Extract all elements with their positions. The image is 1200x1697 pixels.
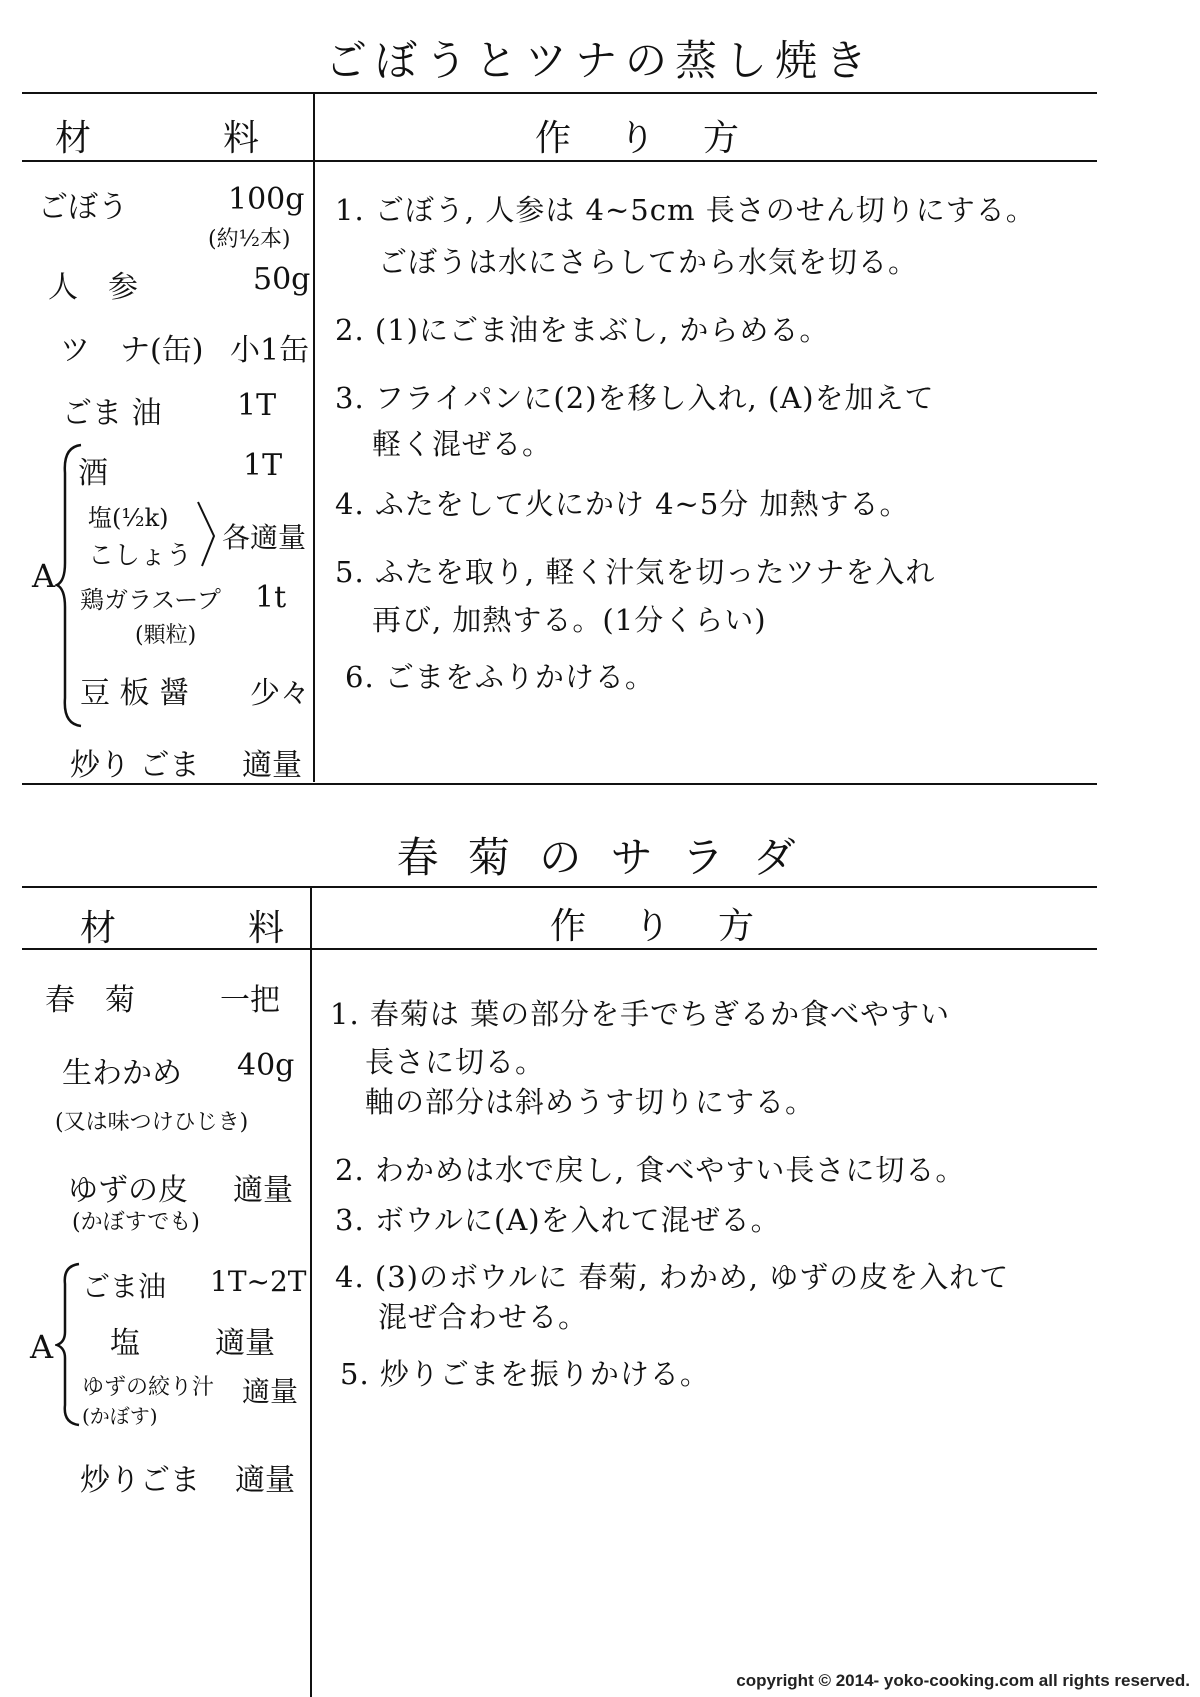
recipe1-top-rule: [22, 92, 1097, 94]
method-step: 4. ふたをして火にかけ 4~5分 加熱する。: [335, 487, 910, 521]
method-step-cont: 再び, 加熱する。(1分くらい): [372, 603, 767, 637]
ingredient-row: [70, 740, 310, 783]
ingredient-row: [88, 498, 169, 533]
method-step: 2. (1)にごま油をまぶし, からめる。: [335, 313, 830, 347]
method-step: 2. わかめは水で戻し, 食べやすい長さに切る。: [335, 1153, 966, 1187]
ingredient-name: 炒りごま: [80, 1463, 200, 1498]
ingredient-qty: 40g: [237, 1048, 295, 1083]
ingredient-row: [48, 262, 311, 305]
recipe1-method-header: 作 り 方: [535, 118, 746, 159]
recipe2-column-divider: [310, 886, 312, 1697]
ingredient-name: ツ ナ(缶): [60, 333, 204, 368]
ingredient-row: [45, 975, 305, 1017]
ingredient-qty: 適量: [242, 1375, 299, 1408]
ingredient-name: ゆずの皮: [68, 1173, 188, 1208]
ingredient-name: 春 菊: [45, 983, 135, 1018]
method-step: 5. ふたを取り, 軽く汁気を切ったツナを入れ: [335, 555, 936, 589]
ingredient-row: [80, 1455, 310, 1498]
recipe2-ingredients-header: 材 料: [80, 908, 291, 949]
ingredient-name: 鶏ガラスープ: [80, 586, 221, 614]
copyright-notice: copyright © 2014- yoko-cooking.com all rights reserved.: [736, 1671, 1190, 1690]
ingredient-note: (約½本): [208, 227, 291, 252]
ingredient-qty: 1t: [255, 580, 287, 615]
ingredient-name: 炒り ごま: [70, 748, 200, 783]
ingredient-note: (かぼす): [82, 1404, 158, 1428]
group-label: A: [30, 1328, 54, 1366]
ingredient-qty: 100g: [228, 182, 305, 217]
recipe1-column-divider: [313, 92, 315, 782]
ingredient-qty: 適量: [235, 1463, 295, 1498]
method-step: 3. ボウルに(A)を入れて混ぜる。: [335, 1203, 781, 1237]
ingredient-name: 塩(½k): [88, 504, 169, 532]
pair-brace-icon: [196, 500, 218, 570]
method-step-cont: 軸の部分は斜めうす切りにする。: [365, 1085, 816, 1119]
ingredient-row: [38, 182, 308, 225]
ingredient-row: [60, 325, 310, 368]
method-step: 1. ごぼう, 人参は 4~5cm 長さのせん切りにする。: [335, 193, 1036, 227]
ingredient-row: [78, 448, 308, 491]
ingredient-name: ごま 油: [62, 396, 162, 431]
ingredient-row: [80, 668, 310, 711]
ingredient-name: 生わかめ: [62, 1056, 182, 1091]
ingredient-name: ゆずの絞り汁: [82, 1375, 215, 1400]
ingredient-qty: 少々: [250, 676, 310, 711]
ingredient-qty: 小1缶: [230, 333, 310, 368]
ingredient-row: [62, 388, 312, 431]
ingredient-name: 豆 板 醤: [80, 676, 190, 711]
ingredient-row: [82, 1265, 307, 1305]
ingredient-qty: 適量: [242, 748, 302, 783]
ingredient-name: ごぼう: [38, 190, 128, 225]
method-step: 5. 炒りごまを振りかける。: [340, 1357, 710, 1391]
ingredient-qty: 適量: [233, 1173, 293, 1208]
ingredient-qty: 適量: [215, 1326, 275, 1361]
method-step-cont: 長さに切る。: [365, 1045, 546, 1079]
ingredient-name: 酒: [78, 456, 108, 491]
method-step-cont: 軽く混ぜる。: [372, 427, 553, 461]
ingredient-row: [80, 580, 308, 616]
ingredient-qty: 一把: [220, 983, 280, 1018]
method-step-cont: ごぼうは水にさらしてから水気を切る。: [378, 245, 919, 279]
method-step: 1. 春菊は 葉の部分を手でちぎるか食べやすい: [330, 997, 951, 1031]
ingredient-row: [68, 1165, 308, 1207]
ingredient-name: こしょう: [88, 541, 193, 571]
ingredient-row: [62, 1048, 307, 1090]
ingredient-name: ごま油: [82, 1270, 167, 1303]
ingredient-qty: 1T~2T: [210, 1265, 307, 1298]
recipe2-title: 春 菊 の サ ラ ダ: [396, 833, 804, 882]
group-label: A: [32, 557, 56, 595]
ingredient-qty: 1T: [243, 448, 283, 483]
ingredient-row: [110, 1318, 310, 1361]
recipe1-ingredients-header: 材 料: [55, 118, 266, 159]
ingredient-qty: 50g: [253, 262, 311, 297]
ingredient-name: 人 参: [48, 270, 138, 305]
group-brace-icon: [55, 1262, 83, 1427]
method-step: 3. フライパンに(2)を移し入れ, (A)を加えて: [335, 381, 935, 415]
recipe2-method-header: 作 り 方: [550, 906, 761, 947]
method-step: 6. ごまをふりかける。: [345, 660, 655, 694]
ingredient-qty: 各適量: [222, 521, 307, 554]
ingredient-note: (又は味つけひじき): [55, 1110, 249, 1135]
ingredient-note: (かぼすでも): [72, 1210, 200, 1235]
ingredient-row: [88, 535, 192, 572]
recipe2-top-rule: [22, 886, 1097, 888]
recipe1-title: ごぼうとツナの蒸し焼き: [324, 36, 875, 85]
method-step: 4. (3)のボウルに 春菊, わかめ, ゆずの皮を入れて: [335, 1260, 1010, 1294]
ingredient-qty: 1T: [237, 388, 277, 423]
ingredient-note: (顆粒): [135, 623, 197, 648]
ingredient-name: 塩: [110, 1326, 140, 1361]
method-step-cont: 混ぜ合わせる。: [378, 1300, 589, 1334]
